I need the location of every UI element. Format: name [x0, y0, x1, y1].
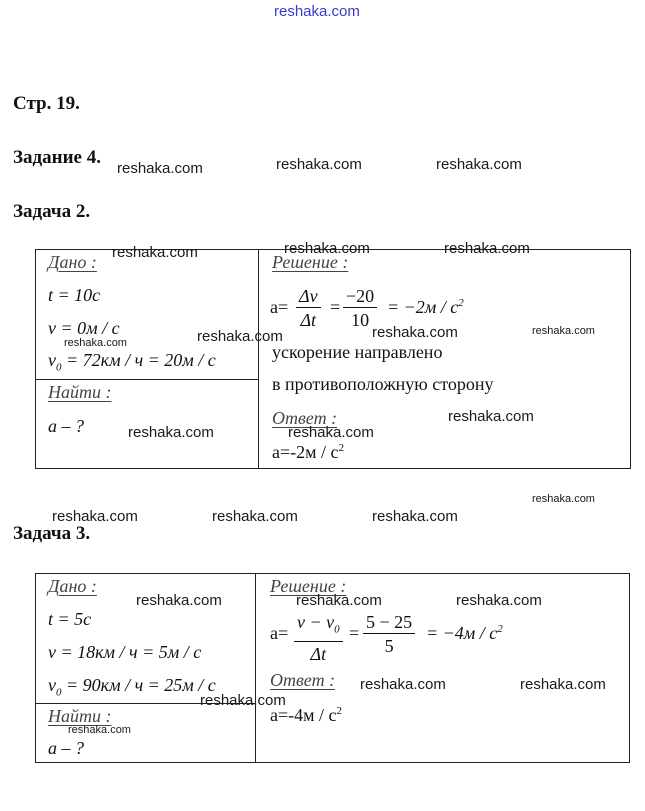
task2-note-line2: в противоположную сторону	[272, 374, 494, 394]
watermark: reshaka.com	[52, 508, 138, 525]
watermark: reshaka.com	[288, 424, 374, 441]
watermark: reshaka.com	[372, 508, 458, 525]
watermark: reshaka.com	[276, 156, 362, 173]
watermark: reshaka.com	[64, 337, 127, 349]
watermark: reshaka.com	[117, 160, 203, 177]
task3-find: а – ?	[48, 738, 84, 758]
task2-note-line1: ускорение направлено	[272, 342, 443, 362]
task3-title: Задача 3.	[13, 523, 91, 544]
task3-solution-label: Решение :	[270, 576, 347, 596]
task3-fraction-1: $\frac{v - v_0}{\Delta t}$	[294, 611, 343, 666]
assignment-title: Задание 4.	[13, 147, 101, 168]
watermark: reshaka.com	[68, 724, 131, 736]
task3-result: = $-4м / с^2$	[426, 623, 503, 643]
task2-find: а – ?	[48, 416, 84, 436]
task3-given-t: t = 5с	[48, 609, 92, 629]
task2-title: Задача 2.	[13, 201, 91, 222]
watermark: reshaka.com	[212, 508, 298, 525]
watermark: reshaka.com	[448, 408, 534, 425]
task2-formula-lhs: a=	[270, 297, 289, 317]
task2-eq1: =	[330, 297, 341, 317]
watermark-top: reshaka.com	[274, 3, 360, 20]
watermark: reshaka.com	[136, 592, 222, 609]
task3-find-label: Найти :	[48, 706, 112, 726]
watermark: reshaka.com	[284, 240, 370, 257]
task2-given-v0: $v_0 = 72км / ч = 20м / с$	[48, 350, 216, 374]
task2-fraction-2: $\frac{-20}{10}$	[343, 285, 377, 332]
task2-solution-label: Решение :	[272, 252, 349, 272]
watermark: reshaka.com	[197, 328, 283, 345]
watermark: reshaka.com	[436, 156, 522, 173]
task2-given-label: Дано :	[48, 252, 97, 272]
task3-given-label: Дано :	[48, 576, 97, 596]
task2-result: = $-2м / с^2$	[387, 297, 464, 317]
task2-answer-label: Ответ :	[272, 408, 338, 428]
task3-answer-label: Ответ :	[270, 670, 336, 690]
task3-given-v: v = 18км / ч = 5м / с	[48, 642, 202, 662]
watermark: reshaka.com	[532, 493, 595, 505]
watermark: reshaka.com	[456, 592, 542, 609]
watermark: reshaka.com	[112, 244, 198, 261]
task3-answer: $а=-4м / с^2$	[270, 705, 343, 725]
watermark: reshaka.com	[520, 676, 606, 693]
watermark: reshaka.com	[296, 592, 382, 609]
task3-formula-lhs: a=	[270, 623, 289, 643]
task2-given-t: t = 10с	[48, 285, 101, 305]
task2-given-find-divider	[35, 379, 259, 380]
task2-answer: $а=-2м / с^2$	[272, 442, 345, 462]
task3-eq1: =	[349, 623, 360, 643]
watermark: reshaka.com	[200, 692, 286, 709]
watermark: reshaka.com	[532, 325, 595, 337]
task2-fraction-1: $\frac{\Delta v}{\Delta t}$	[296, 285, 321, 332]
task3-divider	[255, 573, 256, 762]
page-ref: Стр. 19.	[13, 93, 80, 114]
watermark: reshaka.com	[372, 324, 458, 341]
watermark: reshaka.com	[444, 240, 530, 257]
task2-given-v: v = 0м / с	[48, 318, 120, 338]
task2-divider	[258, 249, 259, 468]
watermark: reshaka.com	[128, 424, 214, 441]
task3-fraction-2: $\frac{5 - 25}{5}$	[363, 611, 415, 658]
task2-find-label: Найти :	[48, 382, 112, 402]
task3-given-v0: $v_0 = 90км / ч = 25м / с$	[48, 675, 216, 699]
watermark: reshaka.com	[360, 676, 446, 693]
